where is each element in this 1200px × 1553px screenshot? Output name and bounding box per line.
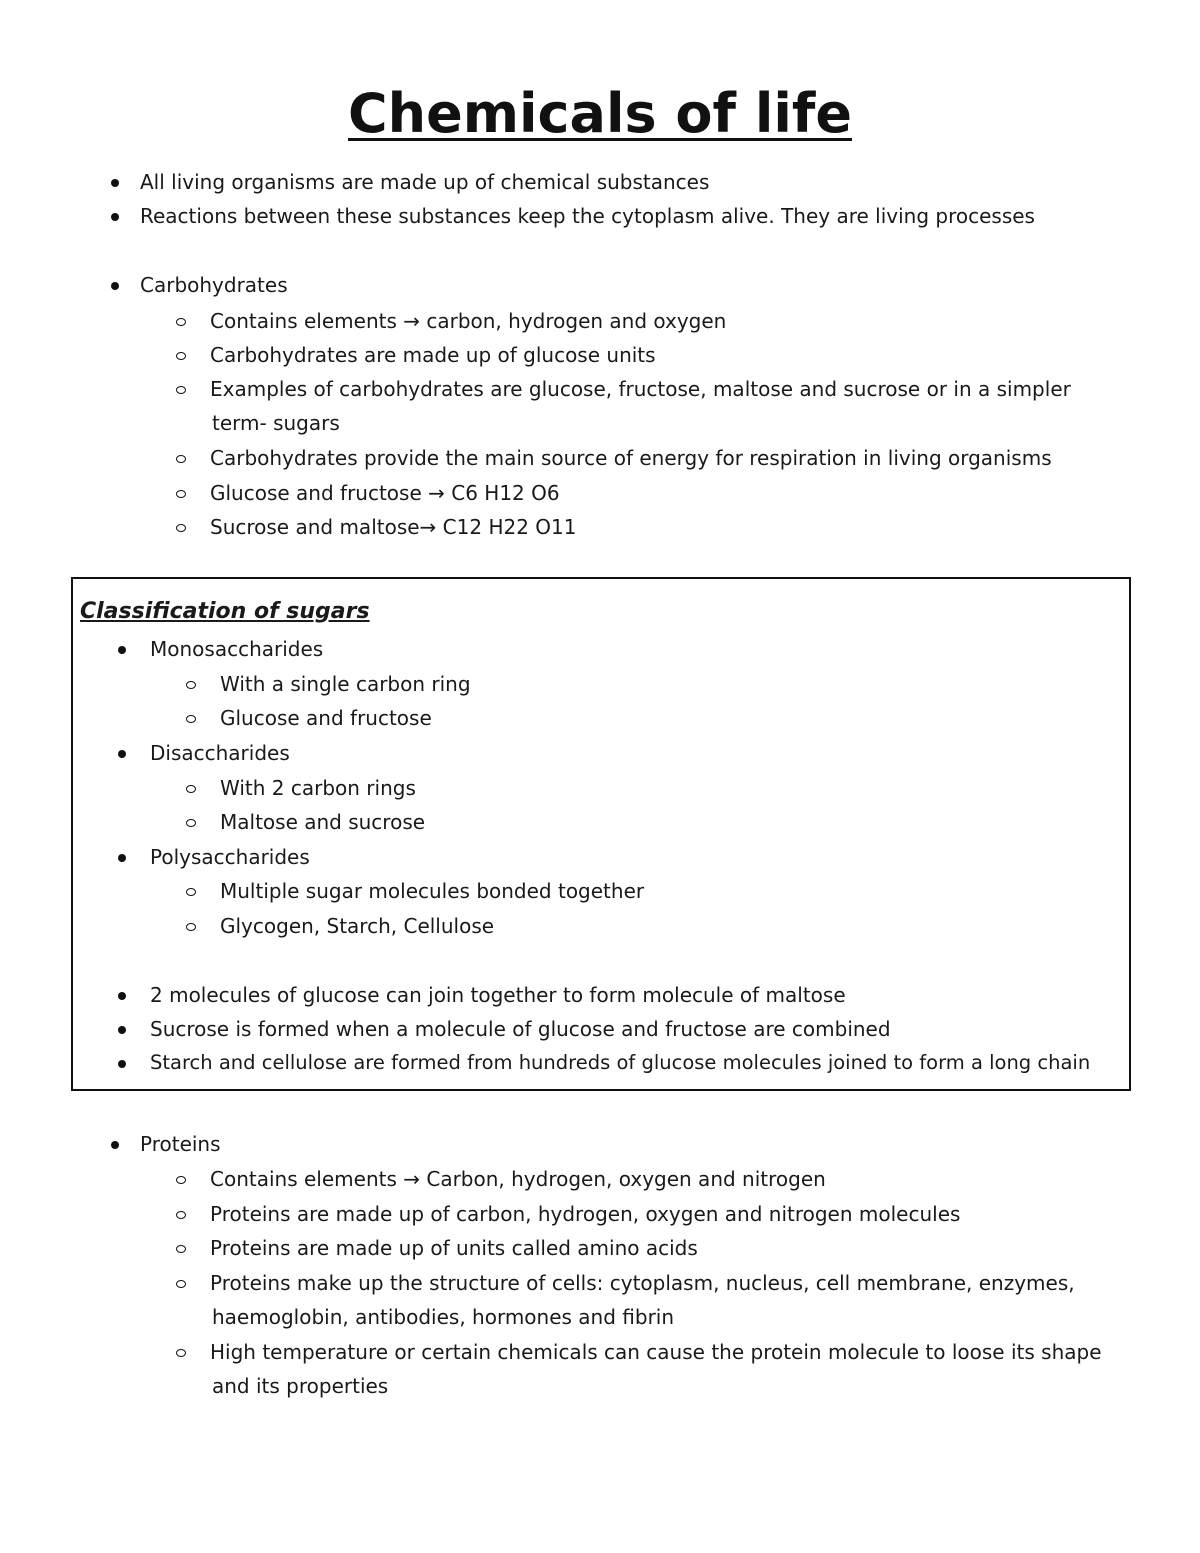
- proteins-point: Proteins are made up of carbon, hydrogen, oxygen and nitrogen molecules: [210, 1202, 961, 1226]
- carbohydrates-heading: Carbohydrates: [140, 273, 288, 297]
- sugar-group-point: Glucose and fructose: [220, 706, 432, 730]
- sub-bullet-icon: [176, 1349, 186, 1357]
- carbohydrates-point: Contains elements → carbon, hydrogen and oxygen: [210, 309, 727, 333]
- sub-bullet-icon: [176, 455, 186, 463]
- sugar-group-point: Multiple sugar molecules bonded together: [220, 879, 645, 903]
- carbohydrates-point: Sucrose and maltose→ C12 H22 O11: [210, 515, 577, 539]
- sugar-group-point: With 2 carbon rings: [220, 776, 416, 800]
- intro-item: All living organisms are made up of chemical substances: [140, 170, 710, 194]
- proteins-point: Contains elements → Carbon, hydrogen, oxygen and nitrogen: [210, 1167, 826, 1191]
- proteins-point-continued: haemoglobin, antibodies, hormones and fibrin: [212, 1305, 675, 1329]
- sub-bullet-icon: [176, 386, 186, 394]
- sub-bullet-icon: [176, 490, 186, 498]
- proteins-heading: Proteins: [140, 1132, 221, 1156]
- sub-bullet-icon: [186, 785, 196, 793]
- sub-bullet-icon: [186, 819, 196, 827]
- page-title: Chemicals of life: [348, 82, 852, 145]
- proteins-point: High temperature or certain chemicals can cause the protein molecule to loose its shape: [210, 1340, 1102, 1364]
- sub-bullet-icon: [186, 923, 196, 931]
- sub-bullet-icon: [186, 888, 196, 896]
- proteins-point: Proteins make up the structure of cells: cytoplasm, nucleus, cell membrane, enzymes,: [210, 1271, 1075, 1295]
- sub-bullet-icon: [176, 1176, 186, 1184]
- sub-bullet-icon: [176, 524, 186, 532]
- sub-bullet-icon: [176, 318, 186, 326]
- intro-item: Reactions between these substances keep the cytoplasm alive. They are living processes: [140, 204, 1035, 228]
- bullet-icon: [118, 1060, 126, 1068]
- sub-bullet-icon: [176, 1211, 186, 1219]
- carbohydrates-point-continued: term- sugars: [212, 411, 340, 435]
- sugar-group-point: Maltose and sucrose: [220, 810, 426, 834]
- carbohydrates-point: Examples of carbohydrates are glucose, fructose, maltose and sucrose or in a simpler: [210, 377, 1071, 401]
- sub-bullet-icon: [176, 1245, 186, 1253]
- bullet-icon: [118, 854, 126, 862]
- sugar-group-name: Monosaccharides: [150, 637, 324, 661]
- bullet-icon: [111, 1141, 119, 1149]
- classification-title: Classification of sugars: [80, 599, 370, 624]
- sub-bullet-icon: [176, 352, 186, 360]
- bullet-icon: [111, 213, 119, 221]
- carbohydrates-point: Carbohydrates provide the main source of energy for respiration in living organisms: [210, 446, 1052, 470]
- bullet-icon: [118, 750, 126, 758]
- sub-bullet-icon: [186, 715, 196, 723]
- bullet-icon: [118, 1026, 126, 1034]
- sugar-fact: Sucrose is formed when a molecule of glucose and fructose are combined: [150, 1017, 891, 1041]
- sugar-group-point: Glycogen, Starch, Cellulose: [220, 914, 495, 938]
- proteins-point: Proteins are made up of units called amino acids: [210, 1236, 698, 1260]
- sugar-group-name: Polysaccharides: [150, 845, 310, 869]
- sugar-group-point: With a single carbon ring: [220, 672, 471, 696]
- sugar-fact: Starch and cellulose are formed from hundreds of glucose molecules joined to form a long chain: [150, 1051, 1091, 1074]
- sub-bullet-icon: [176, 1280, 186, 1288]
- sugar-group-name: Disaccharides: [150, 741, 290, 765]
- bullet-icon: [111, 179, 119, 187]
- carbohydrates-point: Carbohydrates are made up of glucose units: [210, 343, 656, 367]
- bullet-icon: [111, 282, 119, 290]
- sugar-fact: 2 molecules of glucose can join together to form molecule of maltose: [150, 983, 846, 1007]
- sub-bullet-icon: [186, 681, 196, 689]
- bullet-icon: [118, 992, 126, 1000]
- carbohydrates-point: Glucose and fructose → C6 H12 O6: [210, 481, 560, 505]
- bullet-icon: [118, 646, 126, 654]
- proteins-point-continued: and its properties: [212, 1374, 389, 1398]
